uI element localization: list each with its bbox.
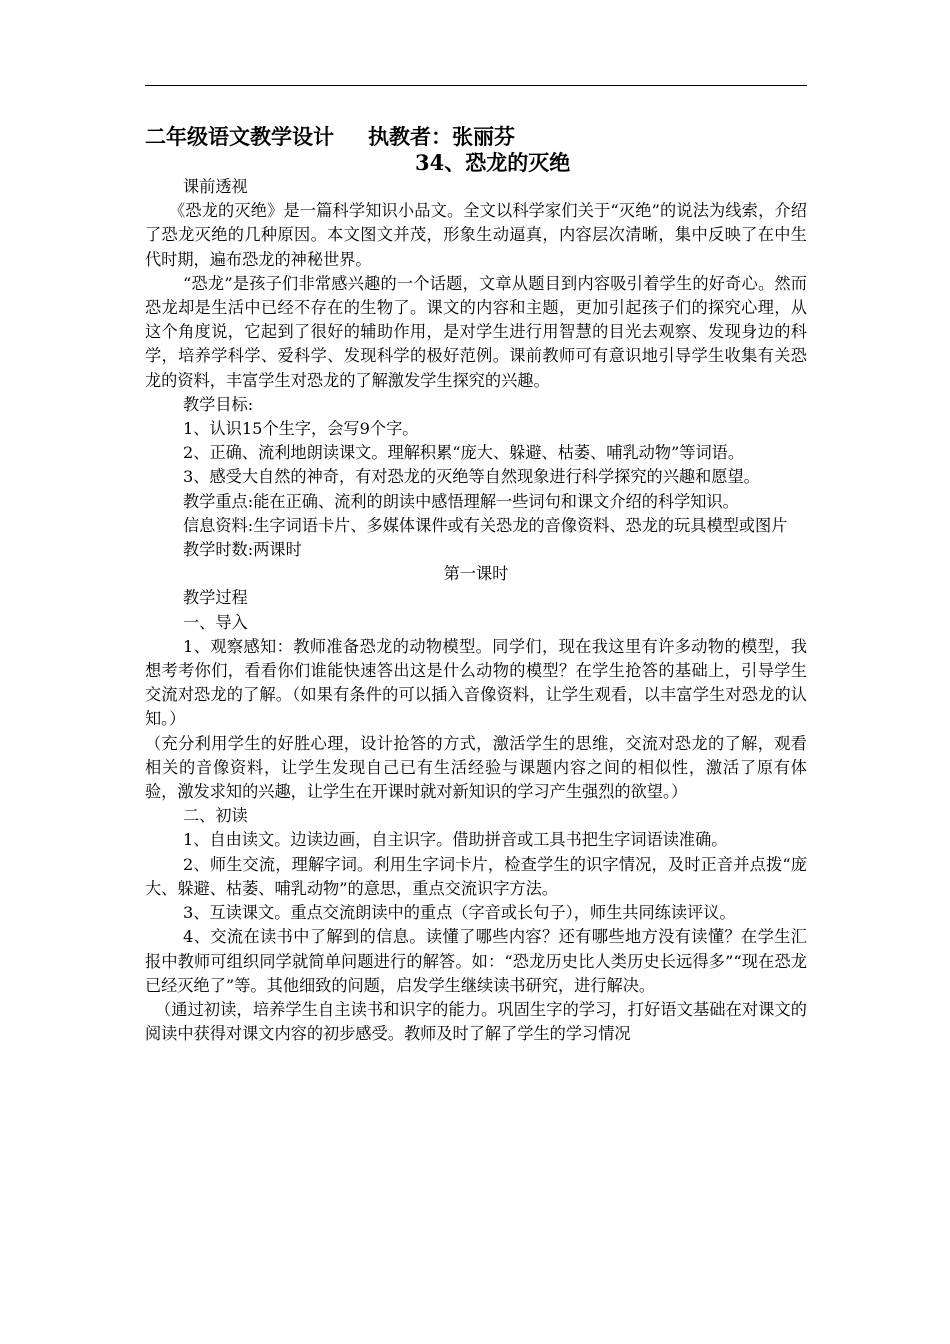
goal-item: 1、认识15个生字，会写9个字。: [183, 419, 419, 439]
paragraph: 教学重点:能在正确、流利的朗读中感悟理解一些词句和课文介绍的科学知识。: [183, 491, 739, 511]
document-page: [145, 0, 807, 1344]
author-label: 执教者：张丽芬: [368, 124, 515, 149]
paragraph: 4、交流在读书中了解到的信息。读懂了哪些内容？还有哪些地方没有读懂？在学生汇报中教师可组织同学就简单问题进行的解答。如：“恐龙历史比人类历史长远得多”“现在恐龙已经灭绝了”等。其他细致的问题，启发学生继续读书研究，进行解决。: [145, 927, 807, 995]
paragraph: 3、互读课文。重点交流朗读中的重点（字音或长句子），师生共同练读评议。: [183, 903, 736, 923]
lesson-period-heading: 第一课时: [443, 564, 509, 584]
paragraph: 1、自由读文。边读边画，自主识字。借助拼音或工具书把生字词语读准确。: [183, 830, 728, 850]
step-heading: 一、导入: [183, 612, 248, 632]
document-title: 二年级语文教学设计: [145, 124, 334, 149]
paragraph: 2、师生交流，理解字词。利用生字词卡片，检查学生的识字情况，及时正音并点拨“庞大、躲避、枯萎、哺乳动物”的意思，重点交流识字方法。: [145, 854, 807, 898]
paragraph-note: （充分利用学生的好胜心理，设计抢答的方式，激活学生的思维，交流对恐龙的了解，观看相关的音像资料，让学生发现自己已有生活经验与课题内容之间的相似性，激活了原有体验，激发求知的兴趣，让学生在开课时就对新知识的学习产生强烈的欲望。）: [145, 733, 807, 802]
document-header: [145, 123, 807, 151]
paragraph: 1、观察感知：教师准备恐龙的动物模型。同学们，现在我这里有许多动物的模型，我想考考你们，看看你们谁能快速答出这是什么动物的模型？在学生抢答的基础上，引导学生交流对恐龙的了解。（如果有条件的可以插入音像资料，让学生观看，以丰富学生对恐龙的认知。）: [145, 636, 807, 729]
paragraph: 《恐龙的灭绝》是一篇科学知识小品文。全文以科学家们关于“灭绝”的说法为线索，介绍了恐龙灭绝的几种原因。本文图文并茂，形象生动逼真，内容层次清晰，集中反映了在中生代时期，遍布恐龙的神秘世界。: [145, 201, 807, 269]
section-heading-preview: 课前透视: [183, 177, 248, 196]
goal-item: 2、正确、流利地朗读课文。理解积累“庞大、躲避、枯萎、哺乳动物”等词语。: [183, 443, 745, 463]
paragraph: 教学时数:两课时: [183, 540, 302, 560]
step-heading: 二、初读: [183, 806, 248, 826]
goal-item: 3、感受大自然的神奇，有对恐龙的灭绝等自然现象进行科学探究的兴趣和愿望。: [183, 467, 760, 487]
paragraph: 信息资料:生字词语卡片、多媒体课件或有关恐龙的音像资料、恐龙的玩具模型或图片: [183, 515, 788, 535]
section-heading-goals: 教学目标:: [183, 394, 254, 414]
section-heading-process: 教学过程: [183, 588, 248, 608]
paragraph: “恐龙”是孩子们非常感兴趣的一个话题，文章从题目到内容吸引着学生的好奇心。然而恐龙却是生活中已经不存在的生物了。课文的内容和主题，更加引起孩子们的探究心理，从这个角度说，它起到了很好的辅助作用，是对学生进行用智慧的目光去观察、发现身边的科学，培养学科学、爱科学、发现科学的极好范例。课前教师可有意识地引导学生收集有关恐龙的资料，丰富学生对恐龙的了解激发学生探究的兴趣。: [145, 273, 807, 390]
header-rule: [145, 85, 807, 86]
lesson-title: 34、恐龙的灭绝: [415, 150, 571, 175]
document-body: [145, 175, 807, 1046]
paragraph-note: （通过初读，培养学生自主读书和识字的能力。巩固生字的学习，打好语文基础在对课文的阅读中获得对课文内容的初步感受。教师及时了解了学生的学习情况: [145, 999, 807, 1044]
